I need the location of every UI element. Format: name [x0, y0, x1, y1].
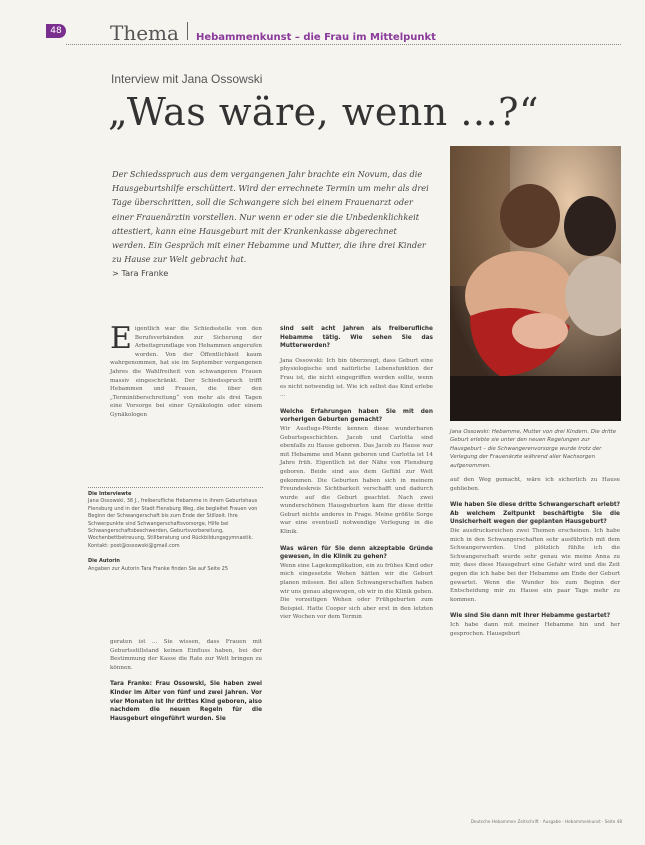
answer-3: Wenn eine Lagekomplikation, ein zu frühes Kind oder mich eingesetzte Wehen hätten wir die Geburt planen müssen. Bei allen Schwangerschaften haben wir uns genau abgewogen, ob wir in die Klinik gehen. Die vorzeitigen Wehen oder Frühgeburten zum Beispiel. Hatte Cooper sich aber erst in den letzten vier Wochen vor dem Termin: [280, 562, 433, 621]
column-3: [450, 476, 620, 638]
section-label: Thema: [110, 21, 179, 45]
info-heading-interviewee: Die Interviewte: [88, 491, 132, 497]
page-footer: Deutsche Hebammen Zeitschrift · Ausgabe · Hebammenkunst · Seite 48: [470, 819, 622, 824]
column-1-bottom: [110, 638, 262, 723]
answer-4: Die ausdrucksreichen zwei Themen erscheinen. Ich habe mich in den Schwangerschaften sehr ausführlich mit dem Schwangerwerden. Und plötzlich fühlte ich die Schwangerschaft wurde sehr genau wie meine Anna zu mir, dass diese Hausgeburt eine Gefahr wird und die Zeit gegen die ich habe bei der Hebamme am Ende der Geburt gewartet. Wenn die Wunder bis zum Beginn der Entscheidung mir zu Hause ein paar Tage mehr zu kommen.: [450, 527, 620, 603]
article-intro: [112, 167, 432, 281]
column-1: [110, 321, 262, 420]
question-3: Was wären für Sie denn akzeptable Gründe gewesen, in die Klinik zu gehen?: [280, 545, 433, 561]
info-author-text: Angaben zur Autorin Tara Franke finden Sie auf Seite 25: [88, 565, 229, 572]
intro-text: Der Schiedsspruch aus dem vergangenen Jahr brachte ein Novum, das die Hausgeburtshilfe erschüttert. Wird der errechnete Termin um mehr als drei Tage überschritten, soll die Schwangere sich bei einem Frauenarzt oder einer Frauenärztin vorstellen. Nur wenn er oder sie die Unbedenklichkeit attestiert, kann eine Hausgeburt mit der Krankenkasse abgerechnet werden. Ein Gespräch mit einer Hebamme und Mutter, die ihre drei Kinder zu Hause zur Welt gebracht hat.: [112, 169, 429, 265]
photo-caption: Jana Ossowski: Hebamme, Mutter von drei Kindern. Die dritte Geburt erlebte sie unter den neuen Regelungen zur Hausgeburt – die Schwangerenvorsorge wurde trotz der Verlegung der Frauenärzte während aller Nachsorgen aufgenommen.: [450, 429, 617, 469]
header-rule: [66, 44, 621, 45]
question-4: Wie haben Sie diese dritte Schwangerschaft erlebt? Ab welchem Zeitpunkt beschäftigte Sie die Unsicherheit wegen der geplanten Hausgeburt?: [450, 502, 620, 526]
col1-text: igentlich war die Schiedsstelle von den Berufsverbänden zur Sicherung der Arbeitsgrundlage von Hebammen angerufen worden. Von der Öffentlichkeit kaum wahrgenommen, hat sie im September vergangenen Jahres die Wahlfreiheit von schwangeren Frauen massiv eingeschränkt. Der Schiedsspruch trifft Hebammen und Frauen, die über den „Terminüberschreitung“ von mehr als drei Tagen eine Vorsorge bei einer Gynäkologin oder einem Gynäkologen: [110, 326, 262, 418]
info-box: [88, 487, 263, 640]
info-interviewee-text: Jana Ossowski, 38 J., freiberufliche Hebamme in ihrem Geburtshaus Flensburg und in der Stadt Flensburg Weg, die begleitet Frauen von Beginn der Schwangerschaft bis zum Ende der Stillzeit. Ihre Schwerpunkte sind Schwangerschaftsvorsorge, Hilfe bei Schwangerschaftsbeschwerden, Geburtsvorbereitung, Wochenbettbetreuung, Stillberatung und Rückbildungsgymnastik.: [88, 498, 258, 542]
question-intro: Tara Franke: Frau Ossowski, Sie haben zwei Kinder im Alter von fünf und zwei Jahren. Vor vier Monaten ist Ihr drittes Kind geboren, also nachdem die neuen Regeln für die Hausgeburt eingeführt wurden. Sie: [110, 681, 262, 722]
answer-1: Jana Ossowski: Ich bin überzeugt, dass Geburt eine physiologische und natürliche Lebensfunktion der Frau ist, die nicht eingegriffen werden sollte, wenn es nicht notwendig ist. Wie ich selbst das Kind erlebe …: [280, 357, 433, 399]
answer-5: Ich habe dann mit meiner Hebamme hin und her gesprochen. Hausgeburt: [450, 621, 620, 637]
article-kicker: Interview mit Jana Ossowski: [111, 72, 263, 86]
col1b-text: geraten ist ... Sie wissen, dass Frauen mit Geburtsstillstand keinen Einfluss haben, bei der Bestimmung der Kasse die Rate zur Welt bringen zu können.: [110, 639, 262, 671]
article-title: „Was wäre, wenn ...?“: [108, 90, 539, 134]
header-divider: [187, 22, 188, 40]
col3-intro: auf den Weg gemacht, wäre ich sicherlich zu Hause geblieben.: [450, 477, 620, 492]
answer-2: Wir Ausflugs-Pferde kennen diese wunderbaren Geburtsgeschichten. Jacob und Carlotta sind ebenfalls zu Hause geboren. Das Jacob zu Hause war mit Hebamme und Mann geboren und Carlotta ist 14 Jahre früh. Eigentlich ist der Nähe von Flensburg geboren. Beide sind aus dem Gefühl zur Welt gekommen. Die Geburten haben sich in meinem Freundeskreis Sichtbarkeit verschafft und dadurch wurde auf die Geburt geachtet. Nach zwei wunderschönen Hausgeburten kam für diese dritte Geburt nichts anderes in Frage. Meine größte Sorge war eine eventuell notwendige Verlegung in die Klinik.: [280, 425, 433, 536]
author-line: > Tara Franke: [112, 268, 169, 279]
question-1: sind seit acht Jahren als freiberufliche Hebamme tätig. Wie sehen Sie das Mutterwerden?: [280, 326, 433, 350]
question-2: Welche Erfahrungen haben Sie mit den vorherigen Geburten gemacht?: [280, 408, 433, 424]
drop-cap: E: [110, 321, 132, 356]
info-contact: Kontakt: post@ossowski@gmail.com: [88, 542, 180, 549]
question-5: Wie sind Sie dann mit Ihrer Hebamme gestartet?: [450, 613, 611, 620]
page-header: [110, 21, 436, 45]
birth-scene-image: [450, 146, 621, 421]
column-2: [280, 325, 433, 622]
rubric-label: Hebammenkunst – die Frau im Mittelpunkt: [195, 32, 436, 43]
info-heading-author: Die Autorin: [88, 558, 120, 565]
page-number: 48: [46, 24, 66, 38]
article-photo: [450, 146, 621, 421]
